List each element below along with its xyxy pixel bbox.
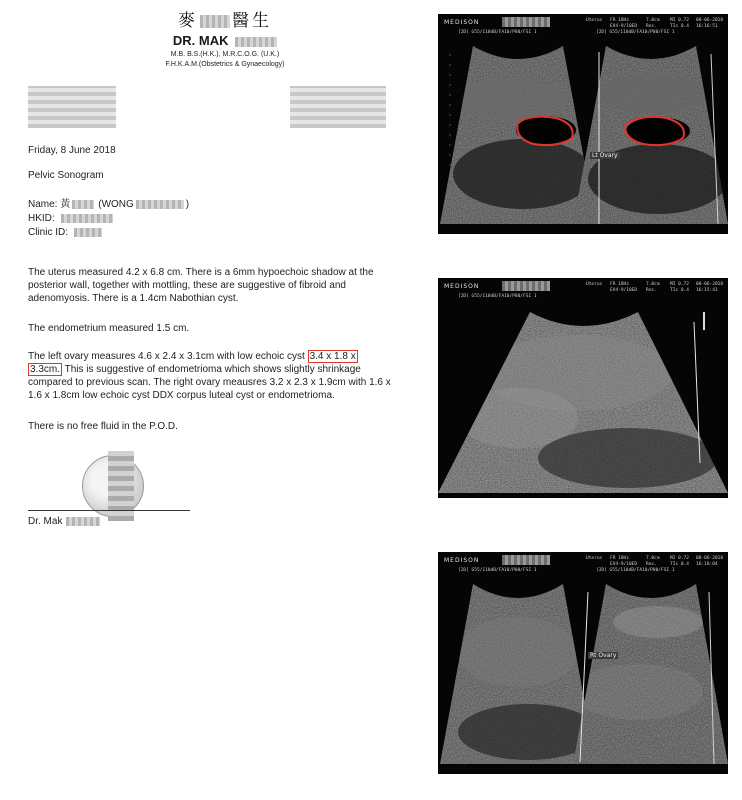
name-close: ): [185, 199, 190, 210]
probe-info: [586, 282, 602, 288]
datetime-info: [696, 282, 723, 294]
cn-surname: 麥: [178, 11, 198, 31]
paragraph-endometrium: The endometrium measured 1.5 cm.: [28, 323, 190, 334]
res-text: Res.: [646, 288, 657, 293]
mi-text: MI 0.72: [670, 556, 689, 561]
redacted-field: [72, 200, 94, 209]
brand-label: MEDISON: [444, 283, 480, 290]
name-label: Name: 黃: [28, 199, 71, 210]
depth-info: [646, 556, 660, 568]
datetime-info: [696, 18, 723, 30]
paragraph-ovary: [28, 350, 393, 402]
name-wong: (WONG: [98, 199, 134, 210]
depth-text: 7.0cm: [646, 282, 660, 287]
doctor-english-name: [110, 32, 340, 50]
mi-info: [670, 18, 689, 30]
freq-info: [610, 282, 637, 294]
lt-ovary-label: Lt Ovary: [592, 152, 618, 159]
freq-text: FR 18Hz: [610, 282, 629, 287]
probe-model: EV4-9/10ED: [610, 288, 638, 293]
ultrasound-panel-3: [438, 552, 728, 774]
depth-text: 7.0cm: [646, 18, 660, 23]
mi-info: [670, 556, 689, 568]
credentials-line-1: M.B. B.S.(H.K.), M.R.C.O.G. (U.K.): [170, 51, 280, 58]
signature-name: [28, 515, 100, 528]
paragraph-pod: There is no free fluid in the P.O.D.: [28, 421, 178, 432]
res-text: Res.: [646, 24, 657, 29]
en-name-text: DR. MAK: [172, 33, 229, 48]
brand-label: MEDISON: [444, 19, 480, 26]
ultrasound-panel-2: [438, 278, 728, 498]
scan-path-left: [2D] G55/110dB/FA10/P80/FSI 1: [458, 294, 537, 299]
ovary-text-end: This is suggestive of endometrioma which shows slightly shrinkage compared to previous scan. The right ovary meausres 3.2 x 2.3 x 1.9cm with 1.6 x 1.6 x 1.8cm low echoic cyst DDX corpus luteal cyst or endometrioma.: [28, 364, 391, 401]
patient-name: [28, 198, 189, 211]
probe-info: [586, 18, 602, 24]
freq-info: [610, 556, 637, 568]
redacted-patient-id: [502, 17, 550, 27]
scan-image-3: [438, 552, 728, 774]
redacted-patient-id: [502, 281, 550, 291]
scan-path-left: [2D] G55/110dB/FA10/P80/FSI 1: [458, 568, 537, 573]
probe-label: Uterus: [586, 556, 603, 561]
probe-model: EV4-9/10ED: [610, 562, 638, 567]
redacted-field: [74, 228, 102, 237]
patient-hkid: [28, 212, 113, 225]
redacted-name: [200, 15, 230, 28]
credentials-line-2: F.H.K.A.M.(Obstetrics & Gynaecology): [165, 61, 285, 68]
paragraph-uterus: The uterus measured 4.2 x 6.8 cm. There is a 6mm hypoechoic shadow at the posterior wall, together with mottling, these are suggestive of fibroid and adenomyosis. There is a 1.4cm Nabothian cyst.: [28, 267, 374, 304]
freq-info: [610, 18, 637, 30]
date-text: 08-06-2018: [696, 18, 724, 23]
freq-text: FR 18Hz: [610, 556, 629, 561]
report-date: Friday, 8 June 2018: [28, 145, 116, 156]
freq-text: FR 18Hz: [610, 18, 629, 23]
scan-path-right: [2D] G55/110dB/FA10/P80/FSI 1: [596, 568, 675, 573]
probe-label: Uterus: [586, 18, 603, 23]
cn-title: 醫生: [232, 11, 272, 31]
depth-info: [646, 18, 660, 30]
rt-ovary-label: Rt Ovary: [590, 652, 617, 659]
sig-name-text: Dr. Mak: [28, 516, 63, 527]
hkid-label: HKID:: [28, 213, 55, 224]
time-text: 16:15:41: [696, 288, 718, 293]
depth-info: [646, 282, 660, 294]
letterhead: [110, 10, 340, 70]
redacted-field: [136, 200, 184, 209]
redacted-name: [235, 37, 277, 47]
time-text: 16:18:04: [696, 562, 718, 567]
scan-image-2: [438, 278, 728, 498]
mi-text: MI 0.72: [670, 282, 689, 287]
tis-text: TIs 0.4: [670, 562, 689, 567]
date-text: 08-06-2018: [696, 282, 724, 287]
highlight-cyst-size-1: 3.4 x 1.8 x: [309, 351, 356, 362]
res-text: Res.: [646, 562, 657, 567]
mi-text: MI 0.72: [670, 18, 689, 23]
tis-text: TIs 0.4: [670, 24, 689, 29]
clinic-id: [28, 226, 102, 239]
scan-image-1: [438, 14, 728, 234]
report-title: Pelvic Sonogram: [28, 170, 104, 181]
mi-info: [670, 282, 689, 294]
scan-path-left: [2D] G55/110dB/FA10/P80/FSI 1: [458, 30, 537, 35]
probe-label: Uterus: [586, 282, 603, 287]
probe-model: EV4-9/10ED: [610, 24, 638, 29]
redacted-patient-id: [502, 555, 550, 565]
time-text: 16:16:51: [696, 24, 718, 29]
redacted-field: [61, 214, 113, 223]
redacted-address-left: [28, 86, 116, 128]
depth-text: 7.0cm: [646, 556, 660, 561]
redacted-field: [66, 517, 100, 526]
ultrasound-panel-1: [438, 14, 728, 234]
ovary-text-start: The left ovary measures 4.6 x 2.4 x 3.1cm with low echoic cyst: [28, 351, 308, 362]
brand-label: MEDISON: [444, 557, 480, 564]
clinic-label: Clinic ID:: [28, 227, 69, 238]
probe-info: [586, 556, 602, 562]
doctor-chinese-name: [110, 10, 340, 32]
tis-text: TIs 0.4: [670, 288, 689, 293]
redacted-address-right: [290, 86, 386, 128]
highlight-cyst-size-2: 3.3cm.: [30, 364, 61, 375]
scan-path-right: [2D] G55/110dB/FA10/P80/FSI 1: [596, 30, 675, 35]
date-text: 08-06-2018: [696, 556, 724, 561]
datetime-info: [696, 556, 723, 568]
signature-line: [28, 510, 190, 511]
